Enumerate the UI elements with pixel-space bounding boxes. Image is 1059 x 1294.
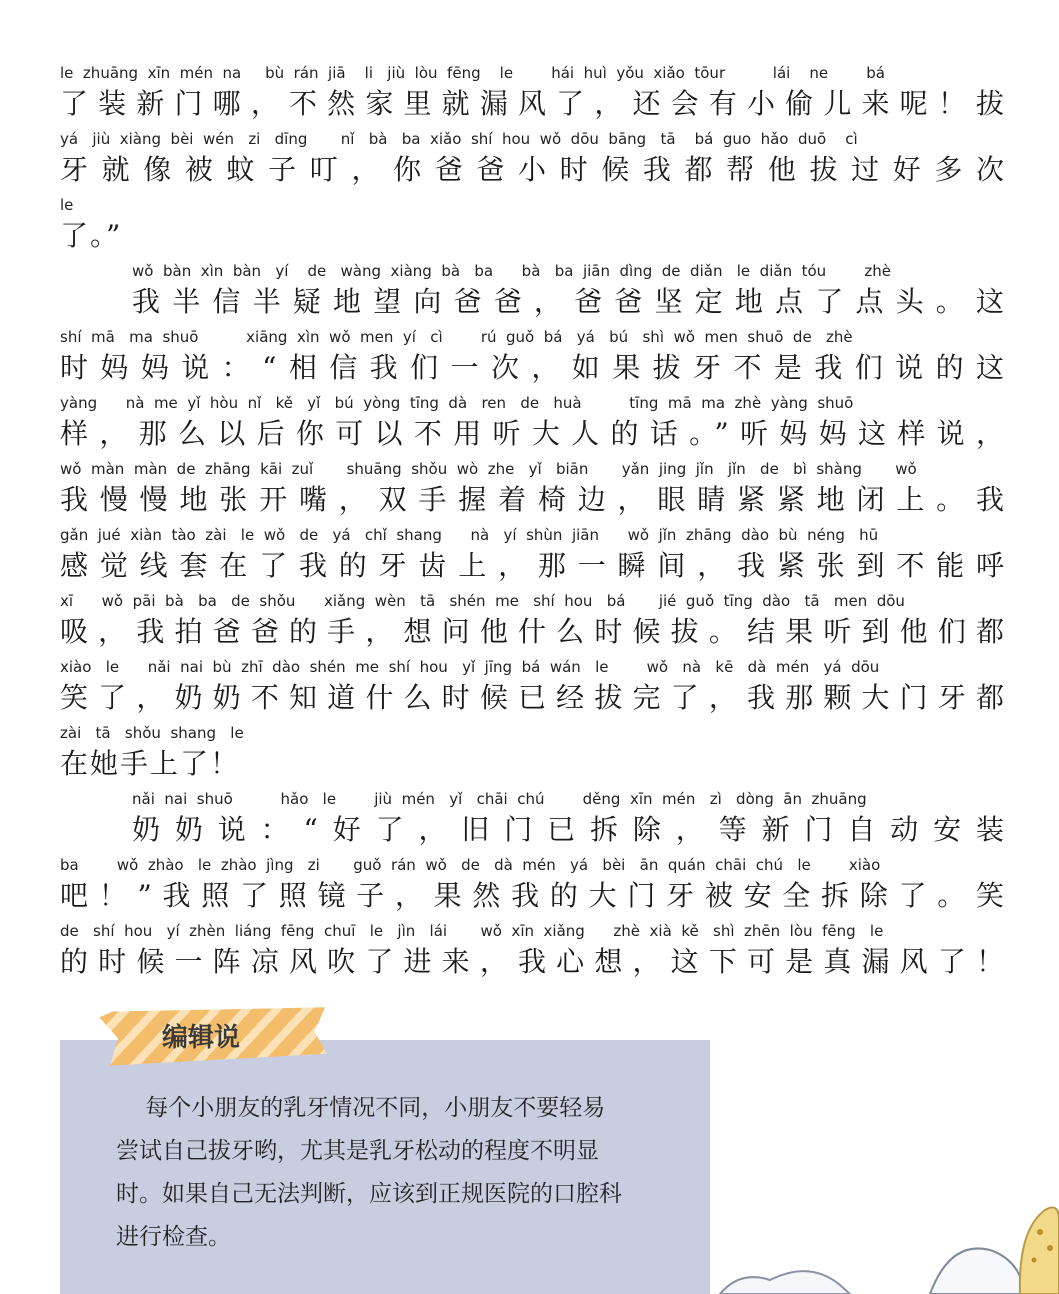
hanzi-line: 在她手上了！ bbox=[60, 747, 241, 780]
editor-note-line: 进行检查。 bbox=[116, 1224, 231, 1250]
hanzi-line: 时妈妈说：“相信我们一次，如果拔牙不是我们说的这 bbox=[60, 351, 1006, 384]
hanzi-line: 牙就像被蚊子叮，你爸爸小时候我都帮他拔过好多次 bbox=[60, 153, 1006, 186]
hanzi-line: 我慢慢地张开嘴，双手握着椅边，眼睛紧紧地闭上。我 bbox=[60, 483, 1006, 516]
story-line bbox=[60, 392, 1006, 452]
pinyin-line: le bbox=[60, 196, 74, 214]
story-line bbox=[60, 590, 1006, 650]
hanzi-line: 了装新门哪，不然家里就漏风了，还会有小偷儿来呢！拔 bbox=[60, 87, 1006, 120]
story-line bbox=[60, 854, 1006, 914]
pinyin-line: xiào le nǎi nai bù zhī dào shén me shí hou yǐ jīng bá wán le wǒ nà kē dà mén yá dōu bbox=[60, 658, 880, 676]
story-line bbox=[132, 260, 1006, 320]
story-line bbox=[60, 128, 1006, 188]
pinyin-line: wǒ màn màn de zhāng kāi zuǐ shuāng shǒu wò zhe yǐ biān yǎn jing jǐn jǐn de bì shàng wǒ bbox=[60, 460, 917, 478]
cartoon-teeth-illustration bbox=[700, 1190, 1059, 1294]
editor-note-line: 每个小朋友的乳牙情况不同，小朋友不要轻易 bbox=[116, 1095, 606, 1121]
pinyin-line: le zhuāng xīn mén na bù rán jiā li jiù lòu fēng le hái huì yǒu xiǎo tōur lái ne bá bbox=[60, 64, 885, 82]
editor-note-line: 时。如果自己无法判断，应该到正规医院的口腔科 bbox=[116, 1181, 622, 1207]
hanzi-line: 我半信半疑地望向爸爸，爸爸坚定地点了点头。这 bbox=[132, 285, 1006, 318]
hanzi-line: 吧！”我照了照镜子，果然我的大门牙被安全拆除了。笑 bbox=[60, 879, 1006, 912]
hanzi-line: 样，那么以后你可以不用听大人的话。”听妈妈这样说， bbox=[60, 417, 1006, 450]
pinyin-line: yàng nà me yǐ hòu nǐ kě yǐ bú yòng tīng dà ren de huà tīng mā ma zhè yàng shuō bbox=[60, 394, 854, 412]
pinyin-line: yá jiù xiàng bèi wén zi dīng nǐ bà ba xiǎo shí hou wǒ dōu bāng tā bá guo hǎo duō cì bbox=[60, 130, 858, 148]
editor-title: 编辑说 bbox=[162, 1023, 241, 1053]
story-line bbox=[60, 656, 1006, 716]
pinyin-line: nǎi nai shuō hǎo le jiù mén yǐ chāi chú děng xīn mén zì dòng ān zhuāng bbox=[132, 790, 867, 808]
pinyin-line: xī wǒ pāi bà ba de shǒu xiǎng wèn tā shén me shí hou bá jié guǒ tīng dào tā men dōu bbox=[60, 592, 905, 610]
pinyin-line: zài tā shǒu shang le bbox=[60, 724, 244, 742]
story-line bbox=[132, 788, 1006, 848]
hanzi-line: 奶奶说：“好了，旧门已拆除，等新门自动安装 bbox=[132, 813, 1006, 846]
hanzi-line: 了。” bbox=[60, 219, 123, 252]
hanzi-line: 笑了，奶奶不知道什么时候已经拔完了，我那颗大门牙都 bbox=[60, 681, 1006, 714]
hanzi-line: 吸，我拍爸爸的手，想问他什么时候拔。结果听到他们都 bbox=[60, 615, 1006, 648]
pinyin-line: shí mā ma shuō xiāng xìn wǒ men yí cì rú guǒ bá yá bú shì wǒ men shuō de zhè bbox=[60, 328, 853, 346]
story-line bbox=[60, 194, 1006, 254]
story-line bbox=[60, 722, 1006, 782]
story-line bbox=[60, 62, 1006, 122]
story-line bbox=[60, 524, 1006, 584]
pinyin-line: de shí hou yí zhèn liáng fēng chuī le jìn lái wǒ xīn xiǎng zhè xià kě shì zhēn lòu fēng le bbox=[60, 922, 884, 940]
pinyin-line: ba wǒ zhào le zhào jìng zi guǒ rán wǒ de dà mén yá bèi ān quán chāi chú le xiào bbox=[60, 856, 881, 874]
editor-note-line: 尝试自己拔牙哟，尤其是乳牙松动的程度不明显 bbox=[116, 1138, 599, 1164]
hanzi-line: 的时候一阵凉风吹了进来，我心想，这下可是真漏风了！ bbox=[60, 945, 1006, 978]
story-line bbox=[60, 326, 1006, 386]
hanzi-line: 感觉线套在了我的牙齿上，那一瞬间，我紧张到不能呼 bbox=[60, 549, 1006, 582]
pinyin-line: gǎn jué xiàn tào zài le wǒ de yá chǐ shang nà yí shùn jiān wǒ jǐn zhāng dào bù néng hū bbox=[60, 526, 879, 544]
story-line bbox=[60, 458, 1006, 518]
story-line bbox=[60, 920, 1006, 980]
pinyin-line: wǒ bàn xìn bàn yí de wàng xiàng bà ba bà ba jiān dìng de diǎn le diǎn tóu zhè bbox=[132, 262, 891, 280]
